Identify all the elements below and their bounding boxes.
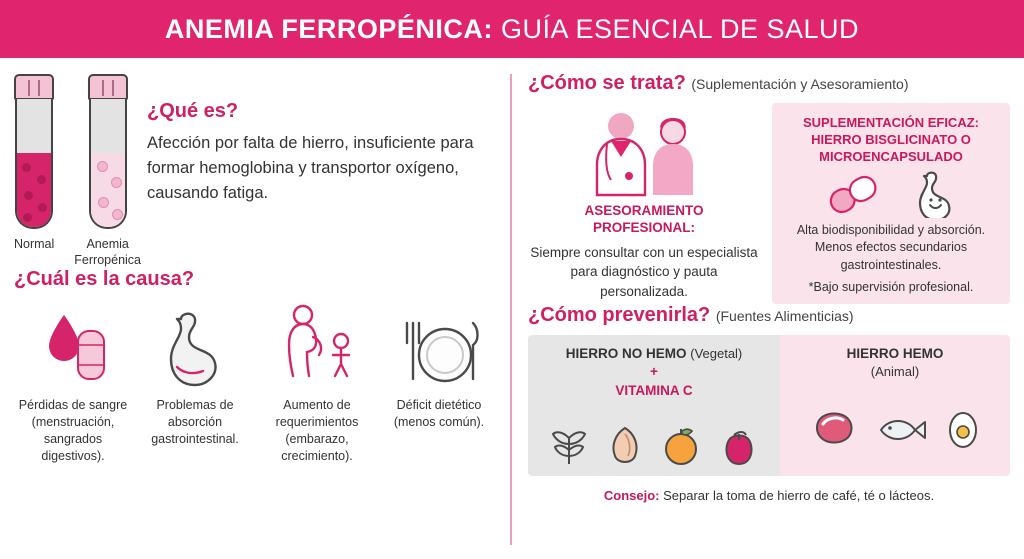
tube-cap-icon [88, 74, 128, 100]
heme-heading: HIERRO HEMO (Animal) [846, 346, 944, 380]
cause-text: Déficit dietético (menos común). [393, 398, 485, 430]
egg-icon [943, 406, 983, 450]
fish-icon [873, 410, 929, 450]
left-column [0, 58, 510, 559]
cause-item [14, 299, 132, 465]
blood-fill-normal [17, 153, 51, 227]
supplement-icons [784, 166, 998, 222]
supplement-heading: SUPLEMENTACIÓN EFICAZ: HIERRO BISGLICINATO O MICROENCAPSULADO [803, 115, 979, 164]
page-title [165, 14, 859, 45]
what-is-section [14, 72, 498, 268]
blood-tube-normal [14, 74, 54, 268]
counsel-block [528, 103, 760, 304]
cause-item [136, 299, 254, 465]
right-column [512, 58, 1024, 559]
non-heme-icons [536, 406, 772, 468]
non-heme-panel [528, 335, 780, 476]
heme-icons [788, 388, 1002, 450]
tube-cap-icon [14, 74, 54, 100]
tip-body: Separar la toma de hierro de café, té o lácteos. [659, 487, 935, 503]
stomach-happy-icon [911, 170, 959, 218]
prevention-title: ¿Cómo prevenirla? (Fuentes Alimenticias) [528, 304, 854, 327]
blood-drop-pad-icon [14, 299, 132, 391]
blood-tube-normal-icon [15, 99, 53, 229]
non-heme-heading: HIERRO NO HEMO (Vegetal) + VITAMINA C [565, 346, 743, 398]
cause-item [258, 299, 376, 465]
supplement-panel [772, 103, 1010, 304]
heme-panel [780, 335, 1010, 476]
blood-fill-anemia [91, 153, 125, 227]
what-is-body: Afección por falta de hierro, insuficiente para formar hemoglobina y transportor oxígeno, causando fatiga. [147, 134, 474, 202]
counsel-heading: ASESORAMIENTO PROFESIONAL: [584, 203, 704, 235]
stomach-icon [136, 299, 254, 391]
spinach-icon [547, 424, 591, 468]
blood-tube-anemia [74, 74, 141, 268]
blood-tube-anemia-icon [89, 99, 127, 229]
what-is-title: ¿Qué es? [147, 100, 239, 122]
capsule-icon [823, 172, 885, 216]
cause-item [380, 299, 498, 465]
food-sources-row [528, 335, 1010, 476]
cause-text: Aumento de requerimientos (embarazo, crecimiento). [275, 398, 359, 463]
plasma-layer [91, 99, 125, 153]
blood-tubes-group [14, 72, 141, 268]
tube-label-anemia: Anemia Ferropénica [74, 237, 141, 267]
plasma-layer [17, 99, 51, 153]
pregnant-woman-child-icon [258, 299, 376, 391]
cause-text: Problemas de absorción gastrointestinal. [151, 398, 239, 446]
meat-icon [807, 406, 859, 450]
orange-icon [659, 424, 703, 468]
tip-label: Consejo: [603, 487, 660, 503]
causes-title: ¿Cuál es la causa? [14, 268, 195, 291]
treatment-subtitle: (Suplementación y Asesoramiento) [691, 76, 909, 92]
treatment-row [528, 103, 1010, 304]
cause-text: Pérdidas de sangre (menstruación, sangrados digestivos). [18, 398, 128, 463]
tube-label-normal: Normal [14, 237, 55, 251]
almond-icon [605, 424, 645, 468]
supplement-note: *Bajo supervisión profesional. [808, 280, 974, 295]
tip-text [528, 488, 1010, 503]
doctor-patient-icon [528, 103, 760, 201]
page-title-bold: ANEMIA FERROPÉNICA: [164, 13, 493, 44]
treatment-title: ¿Cómo se trata? (Suplementación y Asesoramiento) [528, 72, 909, 94]
causes-list [14, 299, 498, 465]
supplement-text: Alta biodisponibilidad y absorción. Menos efectos secundarios gastrointestinales. [796, 222, 986, 272]
body-columns [0, 58, 1024, 559]
page-title-light: GUÍA ESENCIAL DE SALUD [492, 13, 860, 44]
bell-pepper-icon [717, 424, 761, 468]
header-banner [0, 0, 1024, 58]
what-is-text-block [141, 72, 498, 205]
prevention-subtitle: (Fuentes Alimenticias) [715, 308, 854, 325]
plate-fork-knife-icon [380, 299, 498, 391]
counsel-text: Siempre consultar con un especialista para diagnóstico y pauta personalizada. [530, 244, 758, 299]
